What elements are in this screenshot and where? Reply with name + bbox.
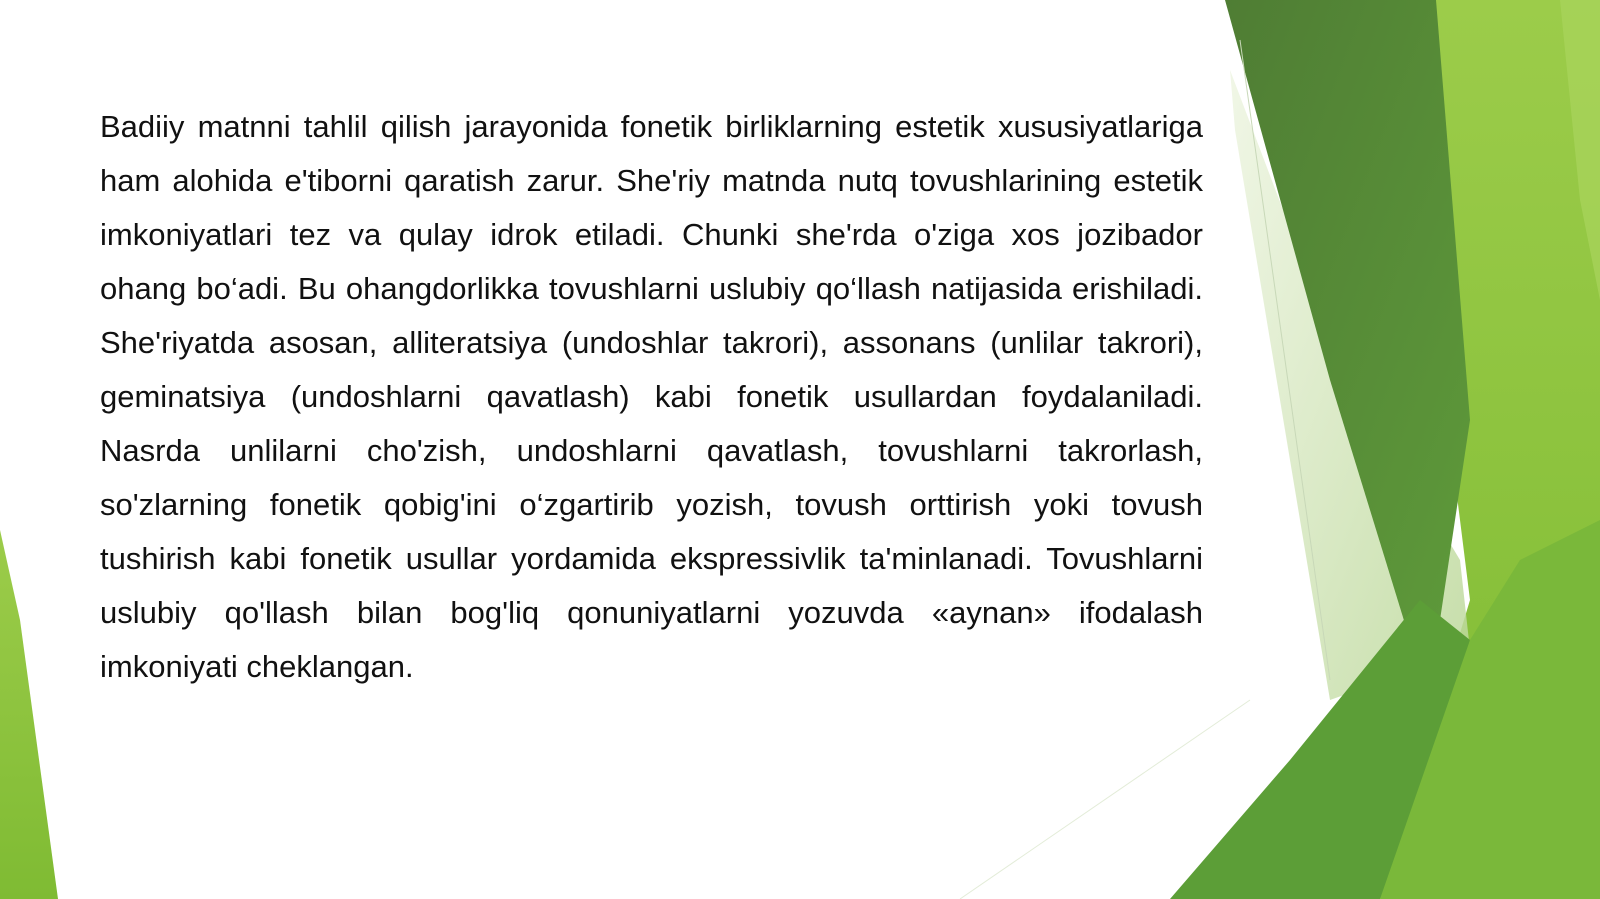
left-green-facet: [0, 530, 58, 899]
body-paragraph: Badiiy matnni tahlil qilish jarayonida fonetik birliklarning estetik xususiyatlariga ham alohida e'tiborni qaratish zarur. She'riy matnda nutq tovushlarining estetik imkoniyatlari tez va qulay idrok etiladi. Chunki she'rda o'ziga xos jozibador ohang bo‘adi. Bu ohangdorlikka tovushlarni uslubiy qo‘llash natijasida erishiladi. She'riyatda asosan, alliteratsiya (undoshlar takrori), assonans (unlilar takrori), geminatsiya (undoshlarni qavatlash) kabi fonetik usullardan foydalaniladi. Nasrda unlilarni cho'zish, undoshlarni qavatlash, tovushlarni takrorlash, so'zlarning fonetik qobig'ini o‘zgartirib yozish, tovush orttirish yoki tovush tushirish kabi fonetik usullar yordamida ekspressivlik ta'minlanadi. Tovushlarni uslubiy qo'llash bilan bog'liq qonuniyatlarni yozuvda «aynan» ifodalash imkoniyati cheklangan.: [100, 109, 1203, 684]
